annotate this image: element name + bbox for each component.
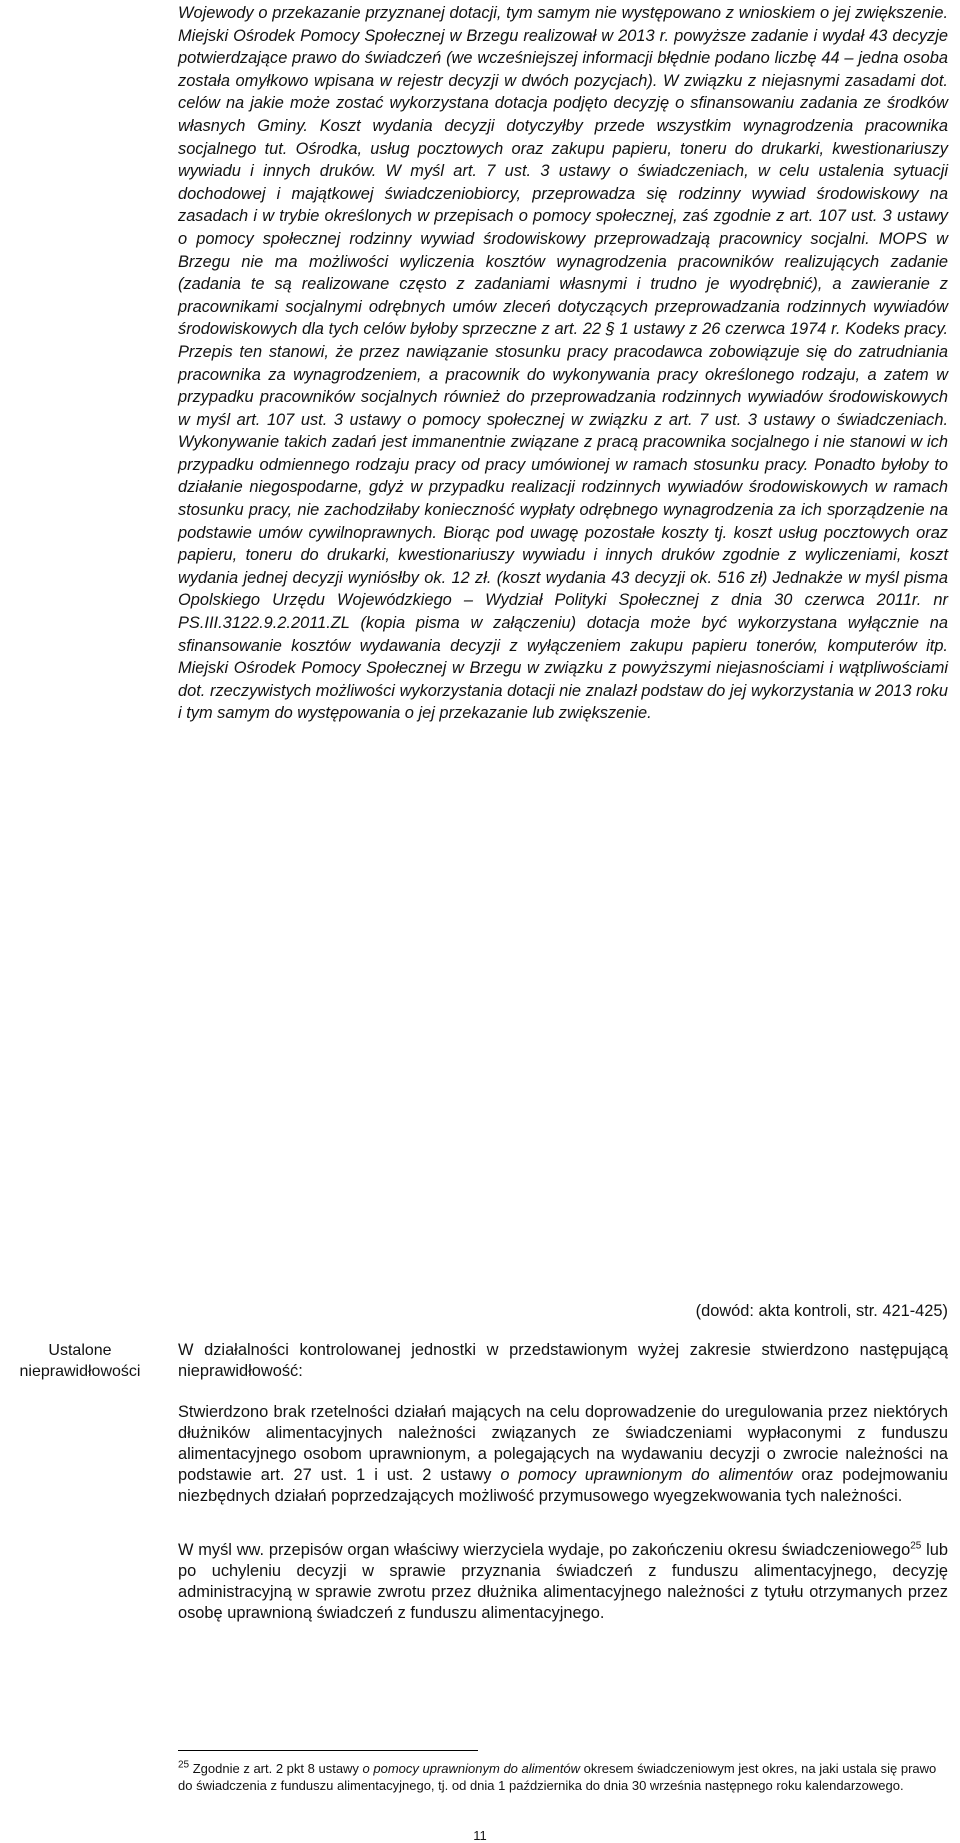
paragraph-dotacja	[178, 2, 948, 725]
paragraph-text: oraz podejmowaniu niezbędnych działań poprzedzających możliwość przymusowego wyegzekwowania tych należności.	[178, 1466, 948, 1505]
paragraph-irregularity	[178, 1402, 948, 1507]
side-label: Ustalone nieprawidłowości	[19, 1342, 141, 1380]
paragraph-legal-basis	[178, 1540, 948, 1624]
paragraph-text: Wojewody o przekazanie przyznanej dotacji, tym samym nie występowano z wnioskiem o jej zwiększenie. Miejski Ośrodek Pomocy Społecznej w Brzegu realizował w 2013 r. powyższe zadanie i wydał 43 decyzje potwierdzające prawo do świadczeń (we wcześniejszej informacji błędnie podano liczbę 44 – jedna osoba została omyłkowo wpisana w rejestr decyzji w dwóch pozycjach). W związku z niejasnymi zasadami dot. celów na jakie może zostać wykorzystana dotacja podjęto decyzję o sfinansowaniu zadania ze środków własnych Gminy. Koszt wydania decyzji dotyczyłby przede wszystkim wynagrodzenia pracownika socjalnego tut. Ośrodka, usług pocztowych oraz zakupu papieru, toneru do drukarki, kwestionariuszy wywiadu i innych druków. W myśl art. 7 ust. 3 ustawy o świadczeniach, w celu ustalenia sytuacji dochodowej i majątkowej świadczeniobiorcy, przeprowadza się rodzinny wywiad środowiskowy na zasadach i w trybie określonych w przepisach o pomocy społecznej, zaś zgodnie z art. 107 ust. 3 ustawy o pomocy społecznej rodzinny wywiad środowiskowy przeprowadzają pracownicy socjalni. MOPS w Brzegu nie ma możliwości wyliczenia kosztów wynagrodzenia pracowników realizujących zadanie (zadania te są realizowane często z zadaniami własnymi i trudno je wyodrębnić), a zawieranie z pracownikami socjalnymi odrębnych umów zleceń dotyczących przeprowadzania rodzinnych wywiadów środowiskowych dla tych celów byłoby sprzeczne z art. 22 § 1 ustawy z 26 czerwca 1974 r. Kodeks pracy. Przepis ten stanowi, że przez nawiązanie stosunku pracy pracodawca zobowiązuje się do zatrudniania pracownika za wynagrodzeniem, a pracownik do wykonywania pracy określonego rodzaju, a zatem w przypadku pracowników socjalnych również do przeprowadzania rodzinnych wywiadów środowiskowych w myśl art. 107 ust. 3 ustawy o pomocy społecznej w związku z art. 7 ust. 3 ustawy o świadczeniach. Wykonywanie takich zadań jest immanentnie związane z pracą pracownika socjalnego i nie stanowi w ich przypadku odmiennego rodzaju pracy od pracy umówionej w ramach stosunku pracy. Ponadto byłoby to działanie niegospodarne, gdyż w przypadku realizacji rodzinnych wywiadów środowiskowych w ramach stosunku pracy, nie zachodziłaby konieczność wypłaty odrębnego wynagrodzenia za ich sporządzenie na podstawie umów cywilnoprawnych. Biorąc pod uwagę pozostałe koszty tj. koszt usług pocztowych oraz papieru, toneru do drukarki, kwestionariuszy wywiadu i innych druków zgodnie z wyliczeniami, koszt wydania jednej decyzji wyniósłby ok. 12 zł. (koszt wydania 43 decyzji ok. 516 zł) Jednakże w myśl pisma Opolskiego Urzędu Wojewódzkiego – Wydział Polityki Społecznej z dnia 30 czerwca 2011r. nr PS.III.3122.9.2.2011.ZL (kopia pisma w załączeniu) dotacja może być wykorzystana wyłącznie na sfinansowanie kosztów wydawania decyzji z wyłączeniem zakupu papieru tonerów, komputerów itp. Miejski Ośrodek Pomocy Społecznej w Brzegu w związku z powyższymi niejasnościami i wątpliwościami dot. rzeczywistych możliwości wykorzystania dotacji nie znalazł podstaw do jej wykorzystania w 2013 roku i tym samym do występowania o jej przekazanie lub zwiększenie.	[178, 4, 948, 723]
paragraph-findings-intro: W działalności kontrolowanej jednostki w przedstawionym wyżej zakresie stwierdzono następującą nieprawidłowość:	[178, 1341, 948, 1380]
act-title: o pomocy uprawnionym do alimentów	[362, 1761, 581, 1776]
footnote-separator	[178, 1750, 478, 1751]
paragraph-text: lub po uchyleniu decyzji w sprawie przyznania świadczeń z funduszu alimentacyjnego, decyzję administracyjną w sprawie zwrotu przez dłużnika alimentacyjnego należności z tytułu otrzymanych przez osobę uprawnioną świadczeń z funduszu alimentacyjnego.	[178, 1541, 948, 1622]
footnote-ref[interactable]: 25	[910, 1540, 922, 1552]
footnote	[178, 1760, 948, 1794]
evidence-reference: (dowód: akta kontroli, str. 421-425)	[695, 1302, 948, 1320]
paragraph-text: Stwierdzono brak rzetelności działań mających na celu doprowadzenie do uregulowania przez niektórych dłużników alimentacyjnych należności związanych ze świadczeniami wypłaconymi z funduszu alimentacyjnego osobom uprawnionym, a polegających na wydawaniu decyzji o zwrocie należności na podstawie art. 27 ust. 1 i ust. 2 ustawy	[178, 1403, 948, 1484]
act-title: o pomocy uprawnionym do alimentów	[500, 1466, 793, 1484]
footnote-number: 25	[178, 1759, 190, 1771]
page-number: 11	[473, 1828, 487, 1843]
paragraph-text: W myśl ww. przepisów organ właściwy wierzyciela wydaje, po zakończeniu okresu świadczeniowego	[178, 1541, 911, 1559]
footnote-text: okresem świadczeniowym jest okres, na jaki ustala się prawo do świadczenia z funduszu alimentacyjnego, tj. od dnia 1 października do dnia 30 września następnego roku kalendarzowego.	[178, 1761, 937, 1793]
footnote-text: Zgodnie z art. 2 pkt 8 ustawy	[189, 1761, 363, 1776]
